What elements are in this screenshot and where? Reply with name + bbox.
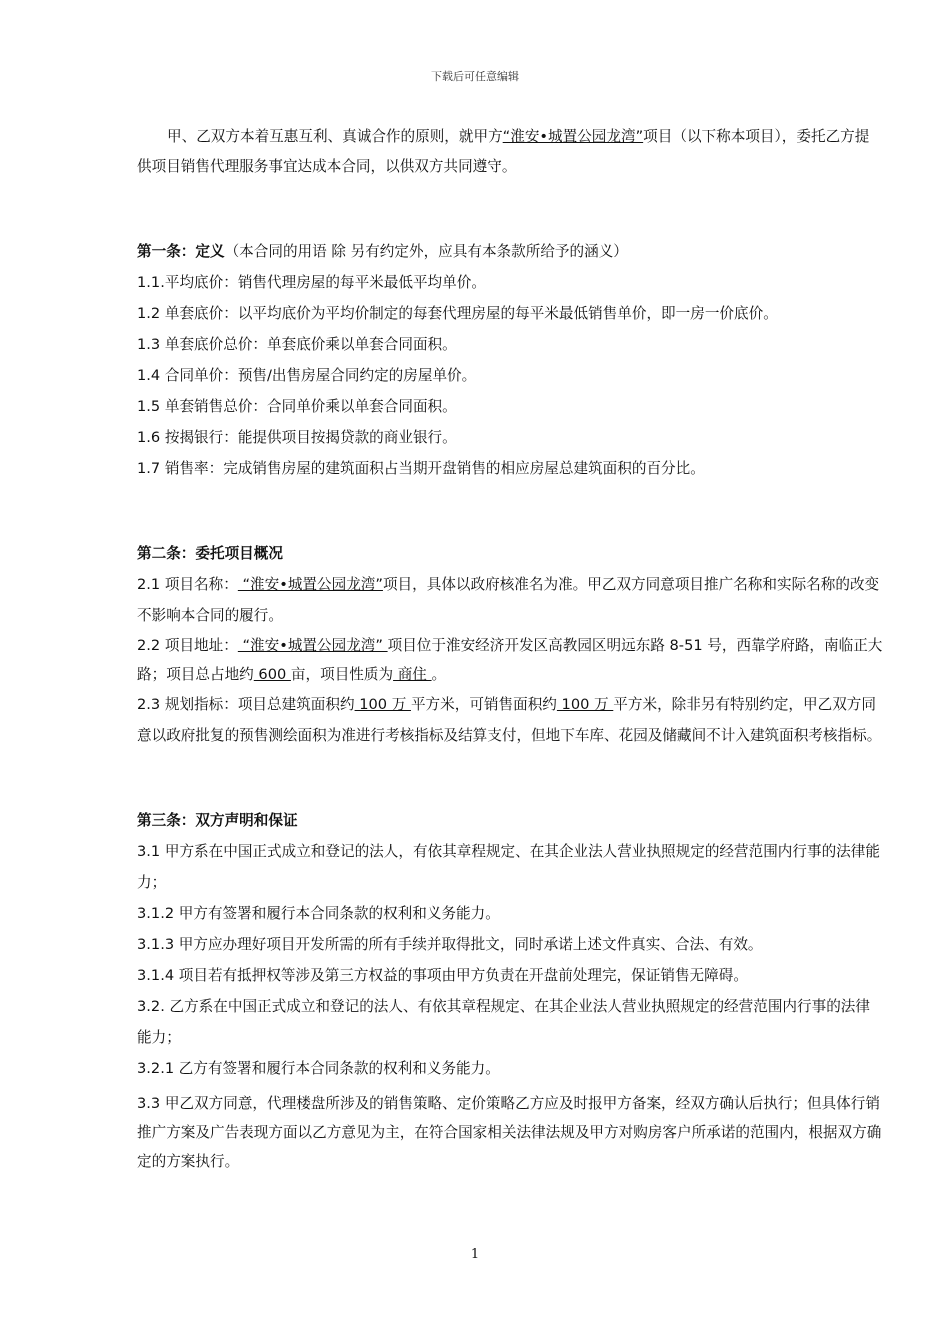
- site-area: 600: [253, 666, 291, 683]
- total-area: 100 万: [354, 696, 411, 713]
- section-1-heading: [137, 236, 883, 267]
- section-3-item: 3.2.1 乙方有签署和履行本合同条款的权利和义务能力。: [137, 1060, 500, 1077]
- label: 2.3 规划指标：项目总建筑面积约: [137, 696, 355, 713]
- project-name: “淮安•城置公园龙湾”: [237, 576, 383, 593]
- section-1-item: 1.1.平均底价：销售代理房屋的每平米最低平均单价。: [137, 274, 486, 291]
- section-2-item-2: [137, 631, 883, 689]
- section-3-item: 3.1.4 项目若有抵押权等涉及第三方权益的事项由甲方负责在开盘前处理完，保证销售无障碍。: [137, 967, 748, 984]
- text: 。: [431, 666, 447, 683]
- section-1-item: 1.7 销售率：完成销售房屋的建筑面积占当期开盘销售的相应房屋总建筑面积的百分比。: [137, 460, 705, 477]
- section-3-item: 3.2. 乙方系在中国正式成立和登记的法人、有依其章程规定、在其企业法人营业执照规定的经营范围内行事的法律能力；: [137, 998, 870, 1046]
- text: 亩，项目性质为: [290, 666, 394, 683]
- section-1-note: （本合同的用语 除 另有约定外，应具有本条款所给予的涵义）: [224, 243, 628, 260]
- section-1-item: 1.6 按揭银行：能提供项目按揭贷款的商业银行。: [137, 429, 457, 446]
- intro-project-name: “淮安•城置公园龙湾”: [502, 128, 644, 145]
- page-number: 1: [470, 1247, 480, 1262]
- page-header: 下载后可任意编辑: [431, 70, 519, 83]
- label: 2.2 项目地址：: [137, 637, 238, 654]
- text: 项目位于淮安经济开发区高教园区明远东路 8-51 号，西靠学府路，南临正大路；项目总占地约: [137, 637, 883, 683]
- section-3-item-last: 3.3 甲乙双方同意，代理楼盘所涉及的销售策略、定价策略乙方应及时报甲方备案，经双方确认后执行；但具体行销推广方案及广告表现方面以乙方意见为主，在符合国家相关法律法规及甲方对购房客户所承诺的范围内，根据双方确定的方案执行。: [137, 1095, 882, 1170]
- section-1-title: 第一条：定义: [137, 243, 225, 260]
- text: 平方米，除非另有特别约定，甲乙双方同意以政府批复的预售测绘面积为准进行考核指标及结算支付，但地下车库、花园及储藏间不计入建筑面积考核指标。: [137, 696, 882, 744]
- section-1-item: 1.4 合同单价：预售/出售房屋合同约定的房屋单价。: [137, 367, 477, 384]
- section-1-item: 1.3 单套底价总价：单套底价乘以单套合同面积。: [137, 336, 457, 353]
- section-2-item-1: [137, 569, 883, 631]
- section-3-title: 第三条：双方声明和保证: [137, 812, 298, 829]
- intro-paragraph: [137, 122, 883, 182]
- label: 2.1 项目名称：: [137, 576, 238, 593]
- project-type: 商住: [393, 666, 432, 683]
- text: 平方米，可销售面积约: [410, 696, 557, 713]
- section-1-item: 1.2 单套底价：以平均底价为平均价制定的每套代理房屋的每平米最低销售单价，即一房一价底价。: [137, 305, 778, 322]
- section-3-item: 3.1.2 甲方有签署和履行本合同条款的权利和义务能力。: [137, 905, 500, 922]
- intro-text-a: 甲、乙双方本着互惠互利、真诚合作的原则，就甲方: [167, 128, 503, 145]
- project-name: “淮安•城置公园龙湾”: [237, 637, 388, 654]
- sale-area: 100 万: [556, 696, 614, 713]
- document-body: [137, 122, 883, 1176]
- text: 项目，具体以政府核准名为准。甲乙双方同意项目推广名称和实际名称的改变不影响本合同的履行。: [137, 576, 880, 624]
- intro-text-b: 项目（以下称本项目），委托乙方提供项目销售代理服务事宜达成本合同，以供双方共同遵守。: [137, 128, 870, 175]
- section-2-item-3: [137, 689, 883, 751]
- section-1-item: 1.5 单套销售总价：合同单价乘以单套合同面积。: [137, 398, 457, 415]
- section-3-item: 3.1 甲方系在中国正式成立和登记的法人，有依其章程规定、在其企业法人营业执照规定的经营范围内行事的法律能力；: [137, 843, 880, 891]
- section-2-title: 第二条：委托项目概况: [137, 545, 283, 562]
- section-3-item: 3.1.3 甲方应办理好项目开发所需的所有手续并取得批文，同时承诺上述文件真实、合法、有效。: [137, 936, 763, 953]
